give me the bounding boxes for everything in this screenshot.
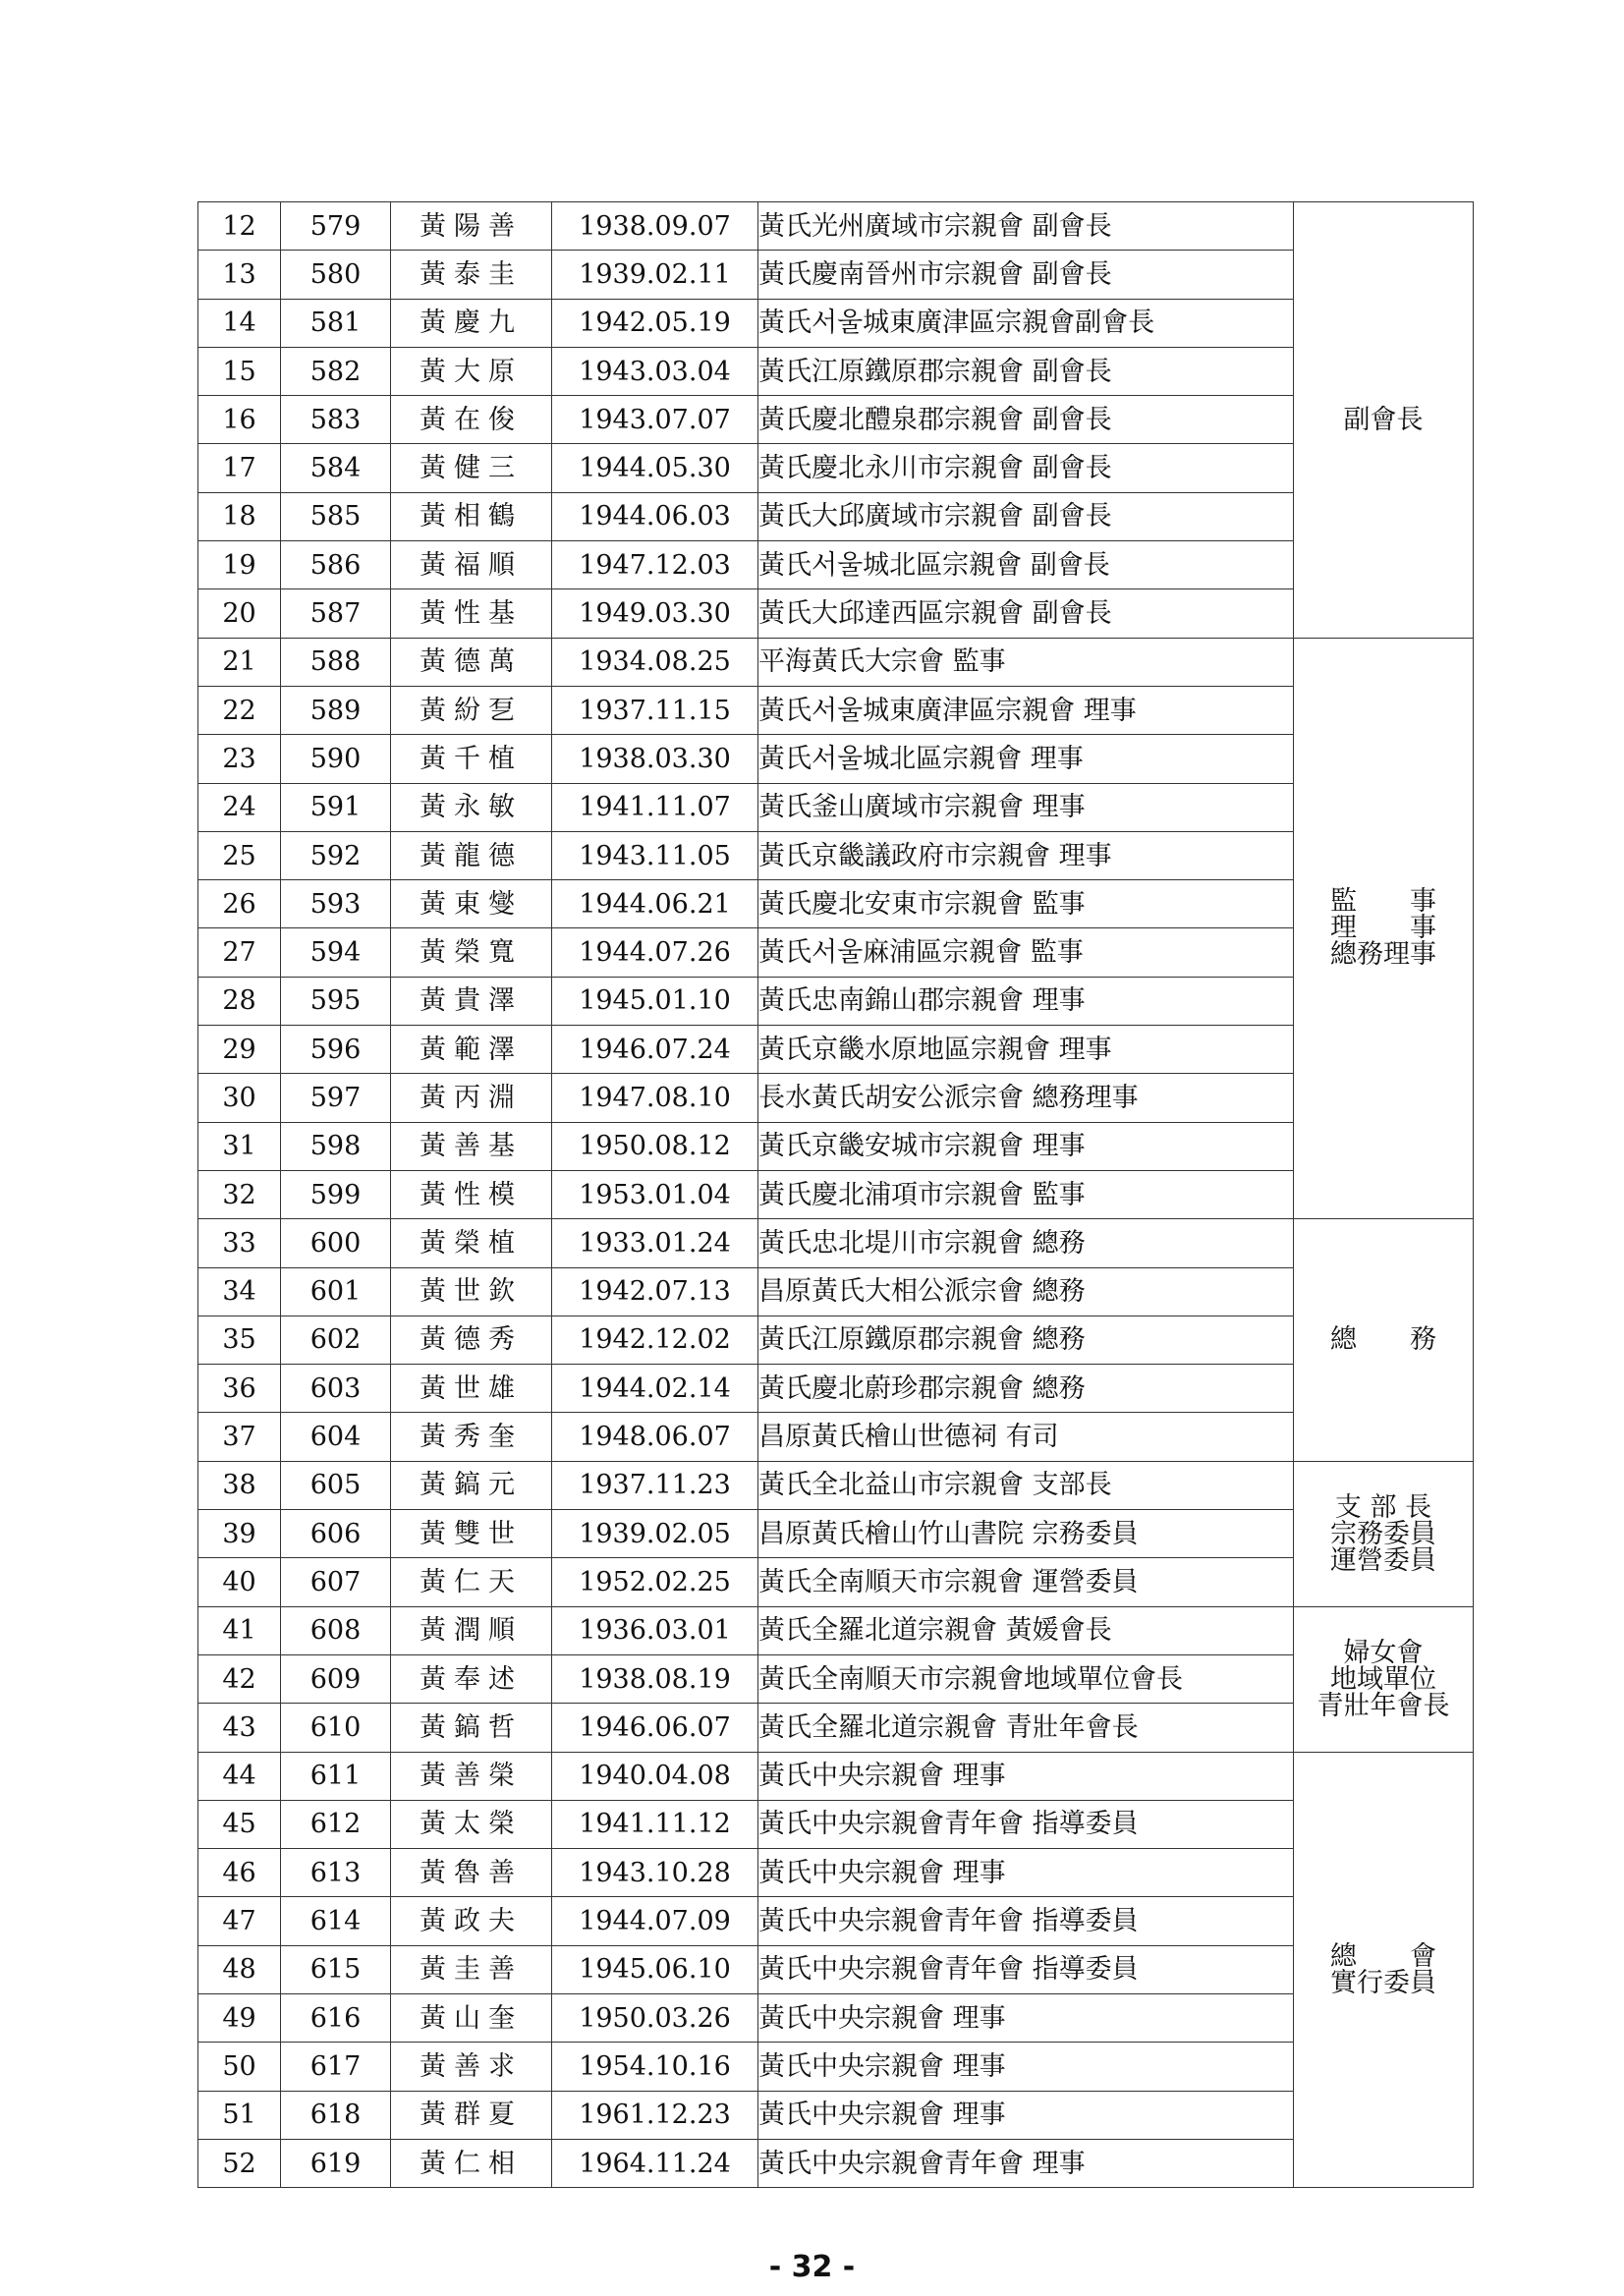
affiliation: 黃氏京畿議政府市宗親會 理事 [758,831,1294,879]
member-id: 599 [281,1170,391,1218]
affiliation: 黃氏中央宗親會 理事 [758,2091,1294,2139]
row-number: 21 [198,638,281,686]
row-number: 25 [198,831,281,879]
birth-date: 1943.07.07 [552,396,758,444]
member-roster-table [197,201,1474,2188]
table-row [198,1752,1474,1800]
row-number: 26 [198,880,281,928]
table-row [198,783,1474,831]
member-id: 611 [281,1752,391,1800]
birth-date: 1941.11.07 [552,783,758,831]
member-id: 602 [281,1316,391,1364]
birth-date: 1947.08.10 [552,1074,758,1122]
birth-date: 1941.11.12 [552,1800,758,1848]
affiliation: 黃氏全羅北道宗親會 青壯年會長 [758,1704,1294,1752]
member-name: 黃世雄 [391,1365,552,1413]
member-name: 黃政夫 [391,1897,552,1945]
row-number: 38 [198,1461,281,1509]
row-number: 52 [198,2139,281,2187]
affiliation: 昌原黃氏檜山世德祠 有司 [758,1413,1294,1461]
birth-date: 1945.01.10 [552,977,758,1025]
member-name: 黃太榮 [391,1800,552,1848]
affiliation: 黃氏全羅北道宗親會 黃媛會長 [758,1606,1294,1654]
role-group-line: 青壯年會長 [1316,1690,1450,1721]
affiliation: 黃氏中央宗親會 理事 [758,2043,1294,2091]
member-id: 609 [281,1654,391,1703]
birth-date: 1953.01.04 [552,1170,758,1218]
member-name: 黃貴澤 [391,977,552,1025]
member-name: 黃慶九 [391,299,552,347]
table-row [198,1654,1474,1703]
row-number: 34 [198,1267,281,1316]
member-name: 黃泰圭 [391,251,552,299]
table-row [198,1558,1474,1606]
role-group-line: 實行委員 [1330,1967,1436,1998]
member-name: 黃大原 [391,347,552,395]
birth-date: 1936.03.01 [552,1606,758,1654]
table-row [198,1849,1474,1897]
member-id: 618 [281,2091,391,2139]
row-number: 12 [198,202,281,251]
member-name: 黃性基 [391,589,552,638]
affiliation: 黃氏慶北安東市宗親會 監事 [758,880,1294,928]
birth-date: 1944.07.26 [552,928,758,977]
birth-date: 1964.11.24 [552,2139,758,2187]
member-id: 595 [281,977,391,1025]
member-id: 612 [281,1800,391,1848]
member-name: 黃鎬哲 [391,1704,552,1752]
row-number: 51 [198,2091,281,2139]
birth-date: 1944.02.14 [552,1365,758,1413]
member-id: 581 [281,299,391,347]
table-row [198,1606,1474,1654]
birth-date: 1950.08.12 [552,1122,758,1170]
birth-date: 1944.06.03 [552,492,758,540]
member-id: 590 [281,735,391,783]
affiliation: 黃氏京畿水原地區宗親會 理事 [758,1026,1294,1074]
table-row [198,541,1474,589]
member-id: 603 [281,1365,391,1413]
row-number: 32 [198,1170,281,1218]
birth-date: 1942.12.02 [552,1316,758,1364]
role-group-line: 支 部 長 [1334,1491,1432,1523]
row-number: 44 [198,1752,281,1800]
member-name: 黃鎬元 [391,1461,552,1509]
birth-date: 1934.08.25 [552,638,758,686]
member-name: 黃群夏 [391,2091,552,2139]
birth-date: 1933.01.24 [552,1219,758,1267]
member-id: 589 [281,686,391,734]
affiliation: 黃氏서울城東廣津區宗親會副會長 [758,299,1294,347]
row-number: 23 [198,735,281,783]
table-row [198,831,1474,879]
member-id: 606 [281,1510,391,1558]
birth-date: 1945.06.10 [552,1945,758,1993]
table-row [198,299,1474,347]
birth-date: 1940.04.08 [552,1752,758,1800]
birth-date: 1938.09.07 [552,202,758,251]
member-name: 黃善榮 [391,1752,552,1800]
affiliation: 黃氏中央宗親會 理事 [758,1752,1294,1800]
birth-date: 1942.05.19 [552,299,758,347]
member-id: 604 [281,1413,391,1461]
affiliation: 平海黃氏大宗會 監事 [758,638,1294,686]
member-name: 黃龍德 [391,831,552,879]
table-row [198,396,1474,444]
row-number: 48 [198,1945,281,1993]
table-row [198,1267,1474,1316]
table-row [198,1800,1474,1848]
affiliation: 黃氏忠北堤川市宗親會 總務 [758,1219,1294,1267]
member-name: 黃魯善 [391,1849,552,1897]
birth-date: 1954.10.16 [552,2043,758,2091]
birth-date: 1938.03.30 [552,735,758,783]
member-id: 610 [281,1704,391,1752]
affiliation: 黃氏江原鐵原郡宗親會 總務 [758,1316,1294,1364]
role-group-cell [1294,1461,1474,1606]
row-number: 20 [198,589,281,638]
row-number: 13 [198,251,281,299]
member-name: 黃秀奎 [391,1413,552,1461]
birth-date: 1947.12.03 [552,541,758,589]
affiliation: 黃氏慶北蔚珍郡宗親會 總務 [758,1365,1294,1413]
member-id: 583 [281,396,391,444]
table-row [198,251,1474,299]
row-number: 29 [198,1026,281,1074]
role-group-cell [1294,1606,1474,1752]
member-id: 597 [281,1074,391,1122]
table-row [198,638,1474,686]
member-id: 616 [281,1993,391,2042]
table-row [198,1122,1474,1170]
table-row [198,686,1474,734]
table-row [198,492,1474,540]
row-number: 16 [198,396,281,444]
affiliation: 黃氏全南順天市宗親會地域單位會長 [758,1654,1294,1703]
member-id: 596 [281,1026,391,1074]
row-number: 19 [198,541,281,589]
member-id: 591 [281,783,391,831]
table-row [198,928,1474,977]
table-row [198,347,1474,395]
member-name: 黃福順 [391,541,552,589]
row-number: 35 [198,1316,281,1364]
row-number: 15 [198,347,281,395]
birth-date: 1946.07.24 [552,1026,758,1074]
member-id: 587 [281,589,391,638]
row-number: 17 [198,444,281,492]
row-number: 47 [198,1897,281,1945]
row-number: 50 [198,2043,281,2091]
row-number: 18 [198,492,281,540]
table-row [198,444,1474,492]
table-row [198,589,1474,638]
row-number: 14 [198,299,281,347]
table-row [198,2091,1474,2139]
row-number: 45 [198,1800,281,1848]
affiliation: 黃氏中央宗親會青年會 指導委員 [758,1800,1294,1848]
row-number: 27 [198,928,281,977]
table-row [198,1510,1474,1558]
role-group-line: 總 會 [1330,1940,1436,1972]
row-number: 43 [198,1704,281,1752]
row-number: 36 [198,1365,281,1413]
member-id: 601 [281,1267,391,1316]
table-row [198,1461,1474,1509]
member-id: 593 [281,880,391,928]
table-row [198,880,1474,928]
table-row [198,1074,1474,1122]
member-name: 黃善求 [391,2043,552,2091]
member-name: 黃健三 [391,444,552,492]
member-id: 594 [281,928,391,977]
birth-date: 1949.03.30 [552,589,758,638]
birth-date: 1950.03.26 [552,1993,758,2042]
row-number: 28 [198,977,281,1025]
role-group-line: 監 事 [1330,886,1436,918]
member-name: 黃在俊 [391,396,552,444]
member-id: 600 [281,1219,391,1267]
affiliation: 黃氏慶北浦項市宗親會 監事 [758,1170,1294,1218]
birth-date: 1943.10.28 [552,1849,758,1897]
affiliation: 黃氏全南順天市宗親會 運營委員 [758,1558,1294,1606]
affiliation: 黃氏서울城北區宗親會 副會長 [758,541,1294,589]
affiliation: 黃氏京畿安城市宗親會 理事 [758,1122,1294,1170]
member-name: 黃德萬 [391,638,552,686]
birth-date: 1937.11.23 [552,1461,758,1509]
member-name: 黃榮植 [391,1219,552,1267]
role-group-line: 理 事 [1330,913,1436,944]
birth-date: 1939.02.05 [552,1510,758,1558]
table-row [198,2043,1474,2091]
row-number: 31 [198,1122,281,1170]
member-id: 584 [281,444,391,492]
role-group-cell [1294,202,1474,639]
member-id: 585 [281,492,391,540]
table-row [198,977,1474,1025]
birth-date: 1944.05.30 [552,444,758,492]
row-number: 33 [198,1219,281,1267]
member-name: 黃千植 [391,735,552,783]
birth-date: 1944.06.21 [552,880,758,928]
row-number: 22 [198,686,281,734]
affiliation: 黃氏中央宗親會青年會 指導委員 [758,1945,1294,1993]
birth-date: 1944.07.09 [552,1897,758,1945]
member-name: 黃東燮 [391,880,552,928]
member-id: 607 [281,1558,391,1606]
affiliation: 黃氏大邱廣域市宗親會 副會長 [758,492,1294,540]
member-name: 黃善基 [391,1122,552,1170]
member-name: 黃山奎 [391,1993,552,2042]
affiliation: 黃氏光州廣域市宗親會 副會長 [758,202,1294,251]
member-name: 黃紛乭 [391,686,552,734]
table-row [198,1026,1474,1074]
table-row [198,1170,1474,1218]
member-name: 黃世欽 [391,1267,552,1316]
table-row [198,1945,1474,1993]
birth-date: 1939.02.11 [552,251,758,299]
table-row [198,1316,1474,1364]
affiliation: 黃氏忠南錦山郡宗親會 理事 [758,977,1294,1025]
birth-date: 1961.12.23 [552,2091,758,2139]
row-number: 40 [198,1558,281,1606]
member-name: 黃丙淵 [391,1074,552,1122]
role-group-line: 宗務委員 [1330,1518,1436,1549]
role-group-cell [1294,1219,1474,1461]
row-number: 30 [198,1074,281,1122]
birth-date: 1937.11.15 [552,686,758,734]
affiliation: 黃氏서울麻浦區宗親會 監事 [758,928,1294,977]
table-row [198,735,1474,783]
table-row [198,1993,1474,2042]
row-number: 42 [198,1654,281,1703]
member-name: 黃相鶴 [391,492,552,540]
page-number: - 32 - [768,2250,856,2284]
table-row [198,202,1474,251]
row-number: 46 [198,1849,281,1897]
role-group-line: 運營委員 [1330,1544,1436,1576]
member-name: 黃雙世 [391,1510,552,1558]
member-id: 582 [281,347,391,395]
affiliation: 黃氏慶北醴泉郡宗親會 副會長 [758,396,1294,444]
row-number: 24 [198,783,281,831]
member-id: 613 [281,1849,391,1897]
member-name: 黃潤順 [391,1606,552,1654]
affiliation: 黃氏中央宗親會 理事 [758,1849,1294,1897]
table-row [198,1219,1474,1267]
affiliation: 黃氏中央宗親會青年會 指導委員 [758,1897,1294,1945]
birth-date: 1952.02.25 [552,1558,758,1606]
member-id: 619 [281,2139,391,2187]
member-name: 黃仁天 [391,1558,552,1606]
role-group-line: 總務理事 [1330,939,1436,971]
affiliation: 黃氏中央宗親會 理事 [758,1993,1294,2042]
row-number: 41 [198,1606,281,1654]
member-id: 615 [281,1945,391,1993]
affiliation: 黃氏中央宗親會青年會 理事 [758,2139,1294,2187]
row-number: 37 [198,1413,281,1461]
role-group-cell [1294,1752,1474,2188]
affiliation: 長水黃氏胡安公派宗會 總務理事 [758,1074,1294,1122]
row-number: 39 [198,1510,281,1558]
member-id: 592 [281,831,391,879]
table-row [198,1365,1474,1413]
member-name: 黃圭善 [391,1945,552,1993]
table-row [198,2139,1474,2187]
member-name: 黃範澤 [391,1026,552,1074]
role-group-line: 副會長 [1343,404,1424,435]
member-id: 598 [281,1122,391,1170]
affiliation: 黃氏釜山廣域市宗親會 理事 [758,783,1294,831]
affiliation: 黃氏慶南晉州市宗親會 副會長 [758,251,1294,299]
affiliation: 昌原黃氏大相公派宗會 總務 [758,1267,1294,1316]
member-name: 黃奉述 [391,1654,552,1703]
role-group-cell [1294,638,1474,1219]
affiliation: 黃氏大邱達西區宗親會 副會長 [758,589,1294,638]
member-id: 617 [281,2043,391,2091]
birth-date: 1948.06.07 [552,1413,758,1461]
table-row [198,1704,1474,1752]
birth-date: 1938.08.19 [552,1654,758,1703]
role-group-line: 總 務 [1330,1324,1436,1356]
member-id: 608 [281,1606,391,1654]
birth-date: 1943.03.04 [552,347,758,395]
role-group-line: 婦女會 [1343,1637,1424,1668]
affiliation: 黃氏서울城東廣津區宗親會 理事 [758,686,1294,734]
member-id: 580 [281,251,391,299]
table-row [198,1413,1474,1461]
member-id: 614 [281,1897,391,1945]
affiliation: 黃氏서울城北區宗親會 理事 [758,735,1294,783]
row-number: 49 [198,1993,281,2042]
member-id: 605 [281,1461,391,1509]
role-group-line: 地域單位 [1330,1663,1436,1695]
affiliation: 黃氏江原鐵原郡宗親會 副會長 [758,347,1294,395]
member-id: 588 [281,638,391,686]
member-name: 黃仁相 [391,2139,552,2187]
member-name: 黃永敏 [391,783,552,831]
member-name: 黃德秀 [391,1316,552,1364]
affiliation: 黃氏全北益山市宗親會 支部長 [758,1461,1294,1509]
table-row [198,1897,1474,1945]
member-id: 586 [281,541,391,589]
roster-body [198,202,1474,2188]
birth-date: 1943.11.05 [552,831,758,879]
member-name: 黃陽善 [391,202,552,251]
member-id: 579 [281,202,391,251]
affiliation: 昌原黃氏檜山竹山書院 宗務委員 [758,1510,1294,1558]
member-name: 黃性模 [391,1170,552,1218]
birth-date: 1942.07.13 [552,1267,758,1316]
affiliation: 黃氏慶北永川市宗親會 副會長 [758,444,1294,492]
member-name: 黃榮寬 [391,928,552,977]
birth-date: 1946.06.07 [552,1704,758,1752]
